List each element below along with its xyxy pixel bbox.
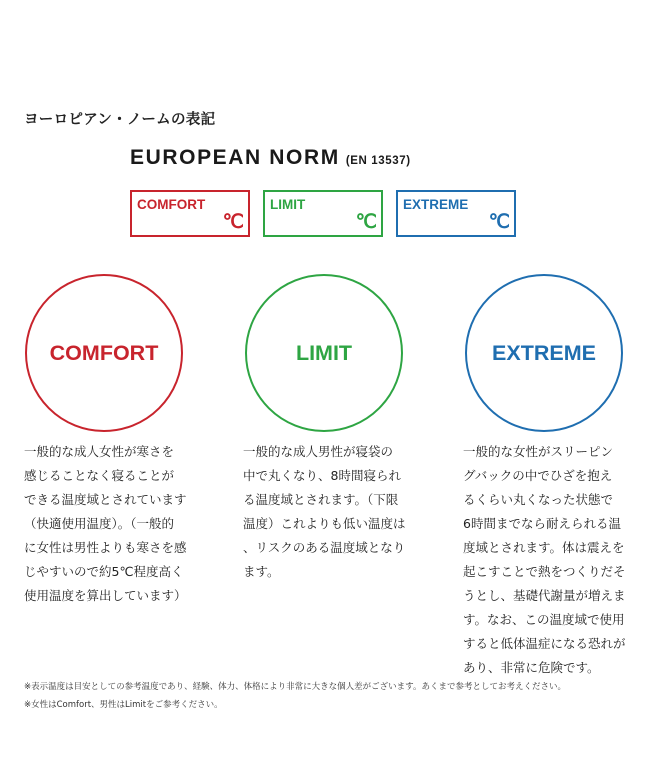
description-line: 中で丸くなり、8時間寝られ bbox=[243, 468, 401, 483]
limit-celsius-unit: ℃ bbox=[355, 212, 377, 233]
description-line: るくらい丸くなった状態で bbox=[463, 492, 614, 507]
norm-code: (EN 13537) bbox=[345, 155, 411, 167]
description-line: 使用温度を算出しています） bbox=[24, 588, 187, 603]
limit-circle-label: LIMIT bbox=[295, 340, 353, 365]
description-line: あり、非常に危険です。 bbox=[463, 660, 600, 675]
footnote: ※女性はComfort、男性はLimitをご参考ください。 bbox=[24, 700, 223, 710]
description-line: 度域とされます。体は震えを bbox=[463, 540, 625, 555]
extreme-circle-label: EXTREME bbox=[492, 340, 596, 365]
description-line: 6時間までなら耐えられる温 bbox=[463, 516, 621, 531]
description-line: ます。 bbox=[243, 564, 280, 579]
description-line: 温度）これよりも低い温度は bbox=[243, 516, 406, 531]
description-line: 感じることなく寝ることが bbox=[24, 468, 175, 483]
comfort-circle-label: COMFORT bbox=[49, 340, 159, 365]
footnotes bbox=[24, 678, 566, 714]
comfort-description bbox=[24, 440, 187, 608]
description-line: じやすいので約5℃程度高く bbox=[24, 564, 184, 579]
comfort-circle bbox=[25, 274, 183, 432]
description-line: すると低体温症になる恐れが bbox=[463, 636, 626, 651]
limit-label-name: LIMIT bbox=[270, 197, 306, 212]
description-line: 一般的な女性がスリーピン bbox=[463, 444, 614, 459]
description-line: 、リスクのある温度域となり bbox=[243, 540, 406, 555]
comfort-celsius-unit: ℃ bbox=[222, 212, 244, 233]
section-title: ヨーロピアン・ノームの表記 bbox=[24, 112, 216, 128]
extreme-label-box bbox=[396, 190, 516, 237]
limit-label-box bbox=[263, 190, 383, 237]
description-line: に女性は男性よりも寒さを感 bbox=[24, 540, 187, 555]
description-line: す。なお、この温度域で使用 bbox=[463, 612, 625, 627]
description-line: 一般的な成人男性が寝袋の bbox=[243, 444, 394, 459]
comfort-label-box bbox=[130, 190, 250, 237]
norm-heading bbox=[130, 146, 411, 170]
limit-circle bbox=[245, 274, 403, 432]
description-line: 一般的な成人女性が寒さを bbox=[24, 444, 175, 459]
description-line: （快適使用温度）。（一般的 bbox=[24, 516, 175, 531]
extreme-description bbox=[463, 440, 626, 680]
comfort-label-name: COMFORT bbox=[137, 197, 206, 212]
footnote: ※表示温度は目安としての参考温度であり、経験、体力、体格により非常に大きな個人差がございます。あくまで参考としてお考えください。 bbox=[24, 682, 566, 692]
description-line: できる温度域とされています bbox=[24, 492, 187, 507]
extreme-label-name: EXTREME bbox=[403, 197, 469, 212]
limit-description bbox=[243, 440, 406, 584]
extreme-circle bbox=[465, 274, 623, 432]
norm-title: EUROPEAN NORM bbox=[130, 146, 340, 169]
extreme-celsius-unit: ℃ bbox=[488, 212, 510, 233]
description-line: 起こすことで熱をつくりだそ bbox=[463, 564, 626, 579]
description-line: うとし、基礎代謝量が増えま bbox=[463, 588, 626, 603]
description-line: る温度域とされます。（下限 bbox=[243, 492, 399, 507]
description-line: グバックの中でひざを抱え bbox=[463, 468, 613, 483]
